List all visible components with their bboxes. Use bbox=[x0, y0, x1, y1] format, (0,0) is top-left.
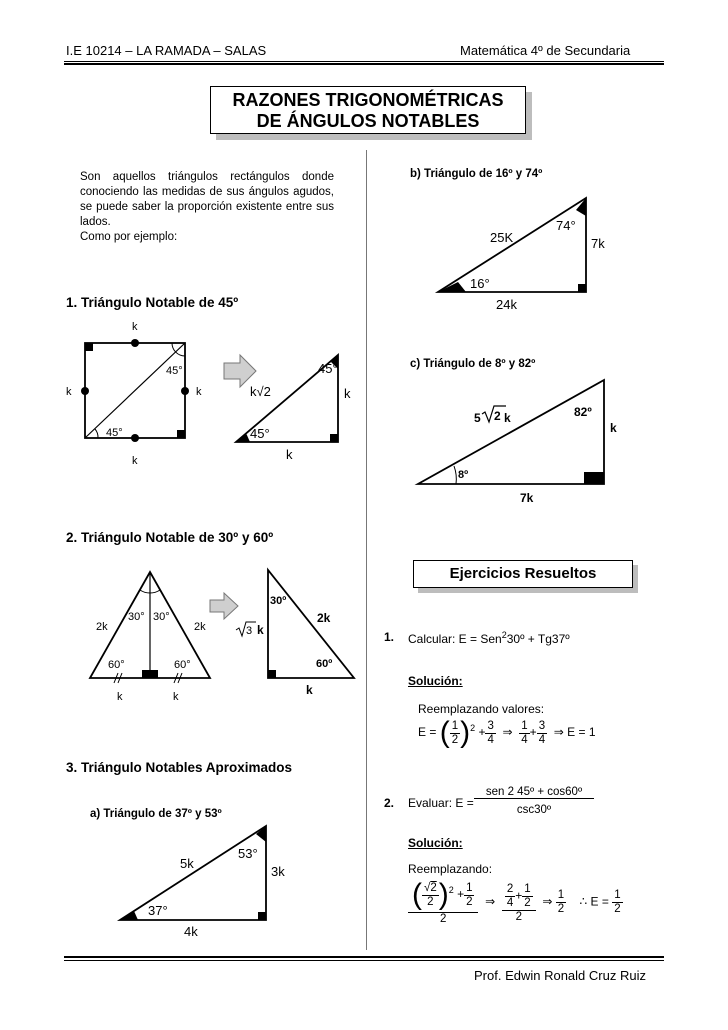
angle-fill bbox=[120, 911, 138, 920]
exercise-1-E: E bbox=[418, 725, 427, 740]
exercise-1-rest: 30º + Tg37º bbox=[506, 632, 570, 646]
label-2k-left: 2k bbox=[96, 621, 108, 633]
exercise-2-denominator: csc30º bbox=[516, 804, 552, 816]
exercise-1-text: Calcular: E = Sen bbox=[408, 632, 502, 646]
header-rule-thick bbox=[64, 63, 664, 65]
right-angle-mark bbox=[578, 284, 586, 292]
label-hyp-k: k bbox=[504, 411, 511, 425]
footer-author: Prof. Edwin Ronald Cruz Ruiz bbox=[474, 968, 646, 983]
fraction-sqrt2-over-2: $\frac{√2}{2}$ bbox=[424, 881, 437, 908]
label-25k: 25K bbox=[490, 230, 514, 245]
label-k-side: k bbox=[344, 386, 351, 401]
label-60-right: 60° bbox=[174, 659, 191, 671]
fraction-final-half: $\frac{1}{2}$ bbox=[614, 889, 621, 915]
label-k-bottom: k bbox=[132, 455, 138, 467]
label-30-right: 30° bbox=[153, 611, 170, 623]
right-angle-mark bbox=[258, 912, 266, 920]
fraction-three-fourths-2: $\frac{3}{4}$ bbox=[538, 719, 546, 746]
intro-example: Como por ejemplo: bbox=[80, 231, 178, 243]
label-2k-right: 2k bbox=[194, 621, 206, 633]
label-74: 74° bbox=[556, 218, 576, 233]
midpoint-dot bbox=[81, 387, 89, 395]
label-k-right: k bbox=[173, 691, 179, 703]
label-k-side: k bbox=[257, 623, 264, 637]
column-divider bbox=[366, 150, 367, 950]
triangle-3753 bbox=[120, 826, 266, 920]
midpoint-dot bbox=[131, 339, 139, 347]
label-k-left: k bbox=[66, 386, 72, 398]
label-45-apex: 45° bbox=[318, 361, 338, 376]
label-k-top: k bbox=[132, 321, 138, 333]
header-rule bbox=[64, 61, 664, 62]
label-37: 37° bbox=[148, 903, 168, 918]
triangle-1674 bbox=[438, 198, 586, 292]
title-line1: RAZONES TRIGONOMÉTRICAS bbox=[232, 90, 504, 110]
exercise-2-numerator: sen 2 45º + cos60º bbox=[474, 786, 594, 799]
label-45-base: 45° bbox=[250, 426, 270, 441]
triangle-3060 bbox=[268, 570, 354, 678]
subsection-3753: a) Triángulo de 37º y 53º bbox=[90, 808, 222, 820]
exercise-1-equation: E = ( $\frac{1}{2}$ )$^2$ + $\frac{3}{4}$ ⇒ $\frac{1}{4}$ + $\frac{3}{4}$ ⇒ E = 1 bbox=[418, 716, 596, 749]
square-diagonal bbox=[85, 343, 185, 438]
section-3060-title: 2. Triángulo Notable de 30º y 60º bbox=[66, 530, 274, 545]
exercise-2-equation: ( $\frac{√2}{2}$ )$^2$ + $\frac{1}{2}$ 2 ⇒ $\frac{2}{4}$ + $\frac{1}{2}$ 2 ⇒ $\frac{1}{2}$ ∴ E = $\frac{1}{2}$ bbox=[408, 880, 623, 925]
right-angle-mark bbox=[142, 670, 150, 678]
footer-rule bbox=[64, 956, 664, 958]
label-hyp: k√2 bbox=[250, 384, 271, 399]
exercises-title: Ejercicios Resueltos bbox=[413, 560, 633, 588]
header-course: Matemática 4º de Secundaria bbox=[460, 43, 631, 58]
label-45-top: 45° bbox=[166, 365, 183, 377]
label-k-left: k bbox=[117, 691, 123, 703]
label-k: k bbox=[610, 421, 617, 435]
label-k-base: k bbox=[286, 447, 293, 462]
label-7k: 7k bbox=[591, 236, 605, 251]
page-title bbox=[210, 86, 526, 134]
angle-fill bbox=[236, 433, 250, 442]
fraction-half: $\frac{1}{2}$ bbox=[466, 881, 473, 908]
exercise-2-solution-label: Solución: bbox=[408, 836, 463, 850]
label-24k: 24k bbox=[496, 297, 517, 312]
figure-3753 bbox=[110, 822, 320, 944]
angle-arc bbox=[454, 466, 456, 484]
fraction-result-half: $\frac{1}{2}$ bbox=[557, 889, 565, 915]
midpoint-dot bbox=[131, 434, 139, 442]
exercise-1-solution-label: Solución: bbox=[408, 674, 463, 688]
right-angle-mark bbox=[330, 434, 338, 442]
figure-1674 bbox=[430, 192, 630, 314]
subsection-1674: b) Triángulo de 16º y 74º bbox=[410, 168, 543, 180]
exercise-1-exp: 2 bbox=[501, 630, 507, 640]
exercise-1-number: 1. bbox=[384, 630, 395, 644]
label-60-base: 60º bbox=[316, 658, 333, 670]
label-hyp-coef: 5 bbox=[474, 411, 481, 425]
label-30-left: 30° bbox=[128, 611, 145, 623]
label-sqrt-3: 3 bbox=[246, 625, 253, 637]
fraction-one-fourth: $\frac{1}{4}$ bbox=[521, 719, 528, 746]
midpoint-dot bbox=[181, 387, 189, 395]
subsection-882: c) Triángulo de 8º y 82º bbox=[410, 358, 536, 370]
figure-3060 bbox=[60, 560, 370, 710]
arrow-icon bbox=[224, 355, 256, 387]
label-8: 8º bbox=[458, 469, 469, 481]
title-line2: DE ÁNGULOS NOTABLES bbox=[256, 111, 480, 131]
fraction-three-fourths: $\frac{3}{4}$ bbox=[487, 719, 494, 746]
label-45-bottom: 45° bbox=[106, 427, 123, 439]
right-angle-mark bbox=[268, 670, 276, 678]
intro-text bbox=[80, 170, 334, 245]
right-angle-mark bbox=[150, 670, 158, 678]
section-aprox-title: 3. Triángulo Notables Aproximados bbox=[66, 760, 293, 775]
fraction-one-half: $\frac{1}{2}$ bbox=[451, 719, 459, 746]
header-school: I.E 10214 – LA RAMADA – SALAS bbox=[66, 43, 267, 58]
label-k-right: k bbox=[196, 386, 202, 398]
arrow-icon bbox=[210, 593, 238, 619]
label-7k: 7k bbox=[520, 491, 534, 505]
label-k-base: k bbox=[306, 683, 313, 697]
label-16: 16° bbox=[470, 276, 490, 291]
footer-rule-thin bbox=[64, 960, 664, 961]
label-hyp-rad: 2 bbox=[494, 409, 501, 423]
section-45-title: 1. Triángulo Notable de 45º bbox=[66, 295, 239, 310]
exercise-1-step: Reemplazando valores: bbox=[418, 702, 545, 716]
label-53: 53° bbox=[238, 846, 258, 861]
angle-arc bbox=[95, 429, 98, 438]
exercise-1-statement bbox=[408, 630, 570, 646]
label-30-apex: 30º bbox=[270, 595, 287, 607]
exercise-2-label: Evaluar: E = bbox=[408, 796, 474, 810]
label-2k-hyp: 2k bbox=[317, 611, 331, 625]
intro-paragraph: Son aquellos triángulos rectángulos donde conociendo las medidas de sus ángulos agudos, se puede saber la proporción existente entre sus lados. bbox=[80, 171, 334, 228]
label-4k: 4k bbox=[184, 924, 198, 939]
label-60-left: 60° bbox=[108, 659, 125, 671]
exercise-2-step: Reemplazando: bbox=[408, 862, 493, 876]
label-3k: 3k bbox=[271, 864, 285, 879]
right-angle-mark bbox=[85, 343, 93, 351]
label-82: 82º bbox=[574, 405, 592, 419]
exercise-1-result: E = 1 bbox=[567, 725, 596, 740]
exercise-2-therefore: ∴ E = bbox=[579, 894, 609, 909]
label-5k: 5k bbox=[180, 856, 194, 871]
figure-45 bbox=[60, 318, 360, 478]
right-angle-mark bbox=[584, 472, 604, 484]
figure-882 bbox=[410, 374, 630, 510]
right-angle-mark bbox=[177, 430, 185, 438]
exercise-2-number: 2. bbox=[384, 796, 395, 810]
triangle-882 bbox=[418, 380, 604, 484]
